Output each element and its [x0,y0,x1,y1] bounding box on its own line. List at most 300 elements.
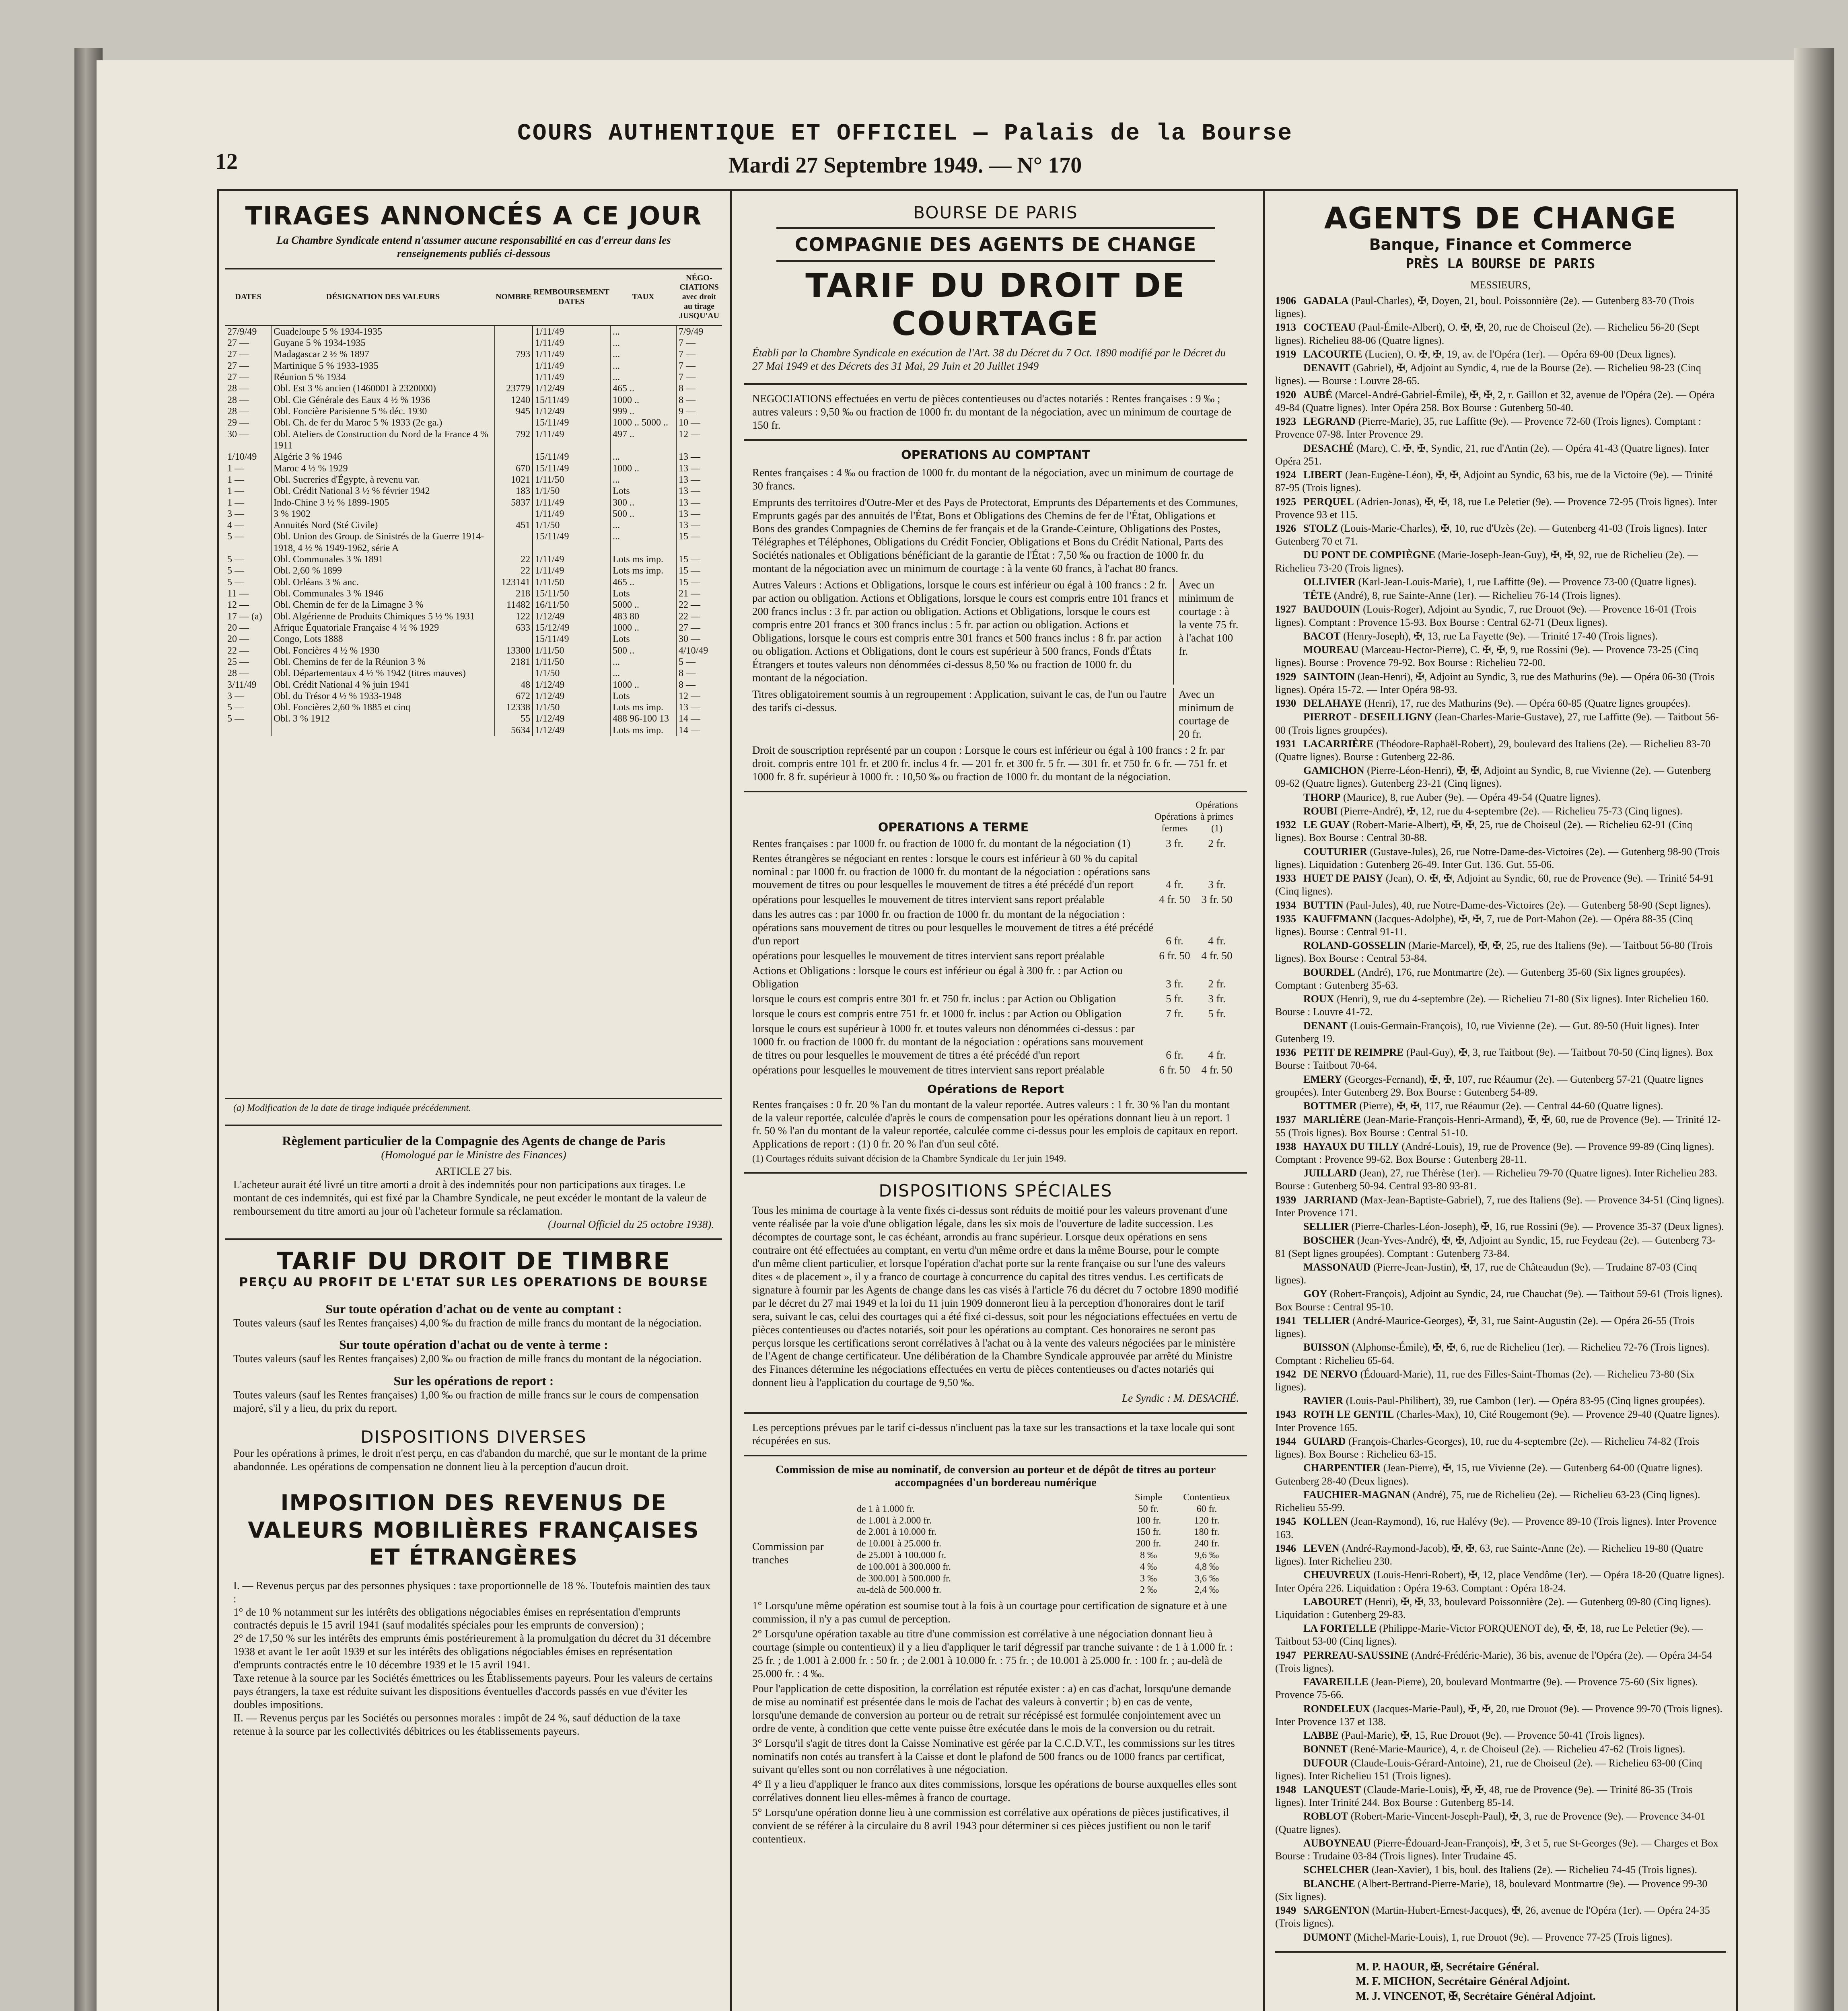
agent-year: 1929 [1275,670,1296,683]
agent-entry [1275,697,1726,710]
agent-year: 1933 [1275,872,1296,884]
imposition-p4: Taxe retenue à la source par les Sociétés émettrices ou les Établissements payeurs. Pour les valeurs de certains pays étrangers, la taxe est réduite suivant les dispositions éventuelles d'accords passés en vue d'éviter les doubles impositions. [233,1672,713,1711]
agent-name: BUISSON [1303,1341,1350,1353]
agent-details: (Paul-Charles), ✠, Doyen, 21, boul. Poissonnière (2e). — Gutenberg 83-70 (Trois lignes). [1275,295,1694,320]
agents-subtitle: Banque, Finance et Commerce [1369,236,1632,253]
agent-entry [1275,1596,1726,1621]
terme-row-primes: 2 fr. [1208,837,1226,849]
divider [225,1238,722,1240]
row-taux: ... [610,474,676,485]
row-date: 20 — [227,634,249,645]
imposition-p2: 1° de 10 % notamment sur les intérêts des obligations négociables émises en représentation d'emprunts contractés depuis le 15 avril 1941 (sauf modalités spéciales pour les emprunts de conversion) ; [233,1606,681,1631]
table-row [225,633,722,645]
comptant-minimum-2: Avec un minimum de courtage de 20 fr. [1173,688,1239,741]
agent-name: GADALA [1303,295,1349,306]
agent-name: STOLZ [1303,522,1338,534]
row-date: 11 — [227,588,249,599]
commission-row [857,1503,1239,1515]
agent-entry [1275,1703,1726,1728]
agent-entry [1275,1743,1726,1756]
row-designation: Afrique Équatoriale Française 4 ½ % 1929 [271,622,495,633]
commission-rows [857,1503,1239,1596]
row-designation: 3 % 1902 [271,508,495,520]
agent-entry [1275,791,1726,804]
table-row [225,383,722,394]
row-remb-date: 1/11/50 [533,577,610,588]
agent-name: KAUFFMANN [1303,913,1372,925]
agent-details: (Jean-Marie-François-Henri-Armand), ✠, ✠, 60, rue de Provence (9e). — Trinité 12-55 (Trois lignes). Box Bourse : Central 51-10. [1275,1114,1721,1139]
commission-range: de 10.001 à 25.000 fr. [857,1538,941,1549]
agents-title: AGENTS DE CHANGE [1324,201,1677,236]
agent-entry [1275,1100,1726,1112]
agent-entry [1275,1757,1726,1783]
agent-name: LANQUEST [1303,1784,1361,1796]
row-negociation: 8 — [676,668,722,679]
terme-col-primes: Opérations à primes (1) [1196,800,1238,834]
agent-details: (Pierre-Charles-Léon-Joseph), ✠, 16, rue Rossini (9e). — Provence 35-37 (Deux lignes). [1351,1221,1724,1233]
agent-name: SELLIER [1303,1221,1349,1233]
agent-details: (Jean-Xavier), 1 bis, boul. des Italiens (2e). — Richelieu 74-45 (Trois lignes). [1371,1864,1697,1876]
officer-line: M. F. MICHON, Secrétaire Général Adjoint. [1356,1975,1570,1988]
row-date: 3 — [227,691,244,701]
terme-rows [744,835,1247,1077]
row-nombre: 22 [495,565,533,576]
row-designation: Obl. Chemins de fer de la Réunion 3 % [271,656,495,668]
agent-year: 1936 [1275,1047,1296,1059]
row-nombre: 22 [495,554,533,565]
agent-name: JARRIAND [1303,1194,1358,1206]
reglement-article: ARTICLE 27 bis. [435,1165,512,1177]
agent-entry [1275,818,1726,844]
agent-details: (Marcel-André-Gabriel-Émile), ✠, ✠, 2, r. Gaillon et 32, avenue de l'Opéra (2e). — Opéra 49-84 (Quatre lignes). Inter Opéra 258. Box Bourse : Gutenberg 50-40. [1275,389,1715,413]
row-nombre: 11482 [495,599,533,611]
commission-col-simple: Simple [1134,1492,1162,1503]
agent-entry [1275,1542,1726,1568]
row-nombre: 13300 [495,645,533,656]
agent-name: DUFOUR [1303,1757,1348,1769]
terme-row-fermes: 7 fr. [1166,1007,1183,1020]
commission-text-4: 3° Lorsqu'il s'agit de titres dont la Caisse Nominative est gérée par la C.C.D.V.T., les commissions sur les titres nominatifs non cotés au transfert à la Caisse et dont le plafond de 500 francs ou de 1000 francs par certificat, suivant qu'elles sont ou non corrélatives à une négociation. [752,1737,1235,1776]
agent-entry [1275,1140,1726,1166]
row-nombre: 672 [495,691,533,702]
row-taux: ... [610,668,676,679]
row-date: 28 — [227,395,249,405]
agent-name: ROTH LE GENTIL [1303,1409,1394,1421]
row-designation: Obl. Ch. de fer du Maroc 5 % 1933 (2e ga.) [271,417,495,428]
table-row [225,406,722,417]
commission-range: de 2.001 à 10.000 fr. [857,1527,936,1538]
row-nombre: 122 [495,611,533,622]
row-designation: Obl. Crédit National 3 ½ % février 1942 [271,485,495,497]
row-nombre: 670 [495,463,533,474]
row-negociation: 13 — [676,474,722,485]
table-row [225,474,722,485]
agent-name: PIERROT - DESEILLIGNY [1303,711,1432,723]
row-designation: Obl. du Trésor 4 ½ % 1933-1948 [271,691,495,702]
agent-details: (Philippe-Marie-Victor FORQUENOT de), ✠, ✠, 18, rue Le Peletier (9e). — Taitbout 53-00 (Cinq lignes). [1275,1622,1703,1647]
agent-year: 1932 [1275,819,1296,831]
row-date: 28 — [227,668,249,679]
agent-name: CHEUVREUX [1303,1569,1371,1581]
row-taux: Lots ms imp. [610,725,676,736]
agent-details: (Henry-Joseph), ✠, 13, rue La Fayette (9e). — Trinité 17-40 (Trois lignes). [1343,630,1658,642]
row-negociation: 8 — [676,679,722,691]
row-taux: 500 .. [610,645,676,656]
row-date: 27 — [227,338,249,349]
row-nombre: 183 [495,485,533,497]
comptant-regroupement: Titres obligatoirement soumis à un regroupement : Application, suivant le cas, de l'un ou l'autre des tarifs ci-dessus. [752,688,1167,714]
row-taux: 483 80 [610,611,676,622]
row-remb-date: 1/11/49 [533,554,610,565]
col-header-remb-dates [533,269,610,325]
row-nombre [495,668,533,679]
agent-entry [1275,522,1726,548]
agent-entry [1275,1261,1726,1287]
row-negociation: 27 — [676,622,722,633]
row-negociation: 8 — [676,383,722,394]
row-designation: Annuités Nord (Sté Civile) [271,520,495,531]
table-row [225,395,722,406]
table-row [225,372,722,383]
timbre-s2-head: Sur toute opération d'achat ou de vente à terme : [339,1337,608,1352]
row-remb-date: 16/11/50 [533,599,610,611]
agent-entry [1275,966,1726,992]
agent-name: AUBÉ [1303,389,1333,401]
agent-details: (Jean-Charles-Marie-Gustave), 27, rue Laffitte (9e). — Taitbout 56-00 (Trois lignes groupées). [1275,711,1719,736]
agent-details: (Pierre-Léon-Henri), ✠, ✠, Adjoint au Syndic, 8, rue Vivienne (2e). — Gutenberg 09-62 (Quatre lignes). Gutenberg 23-21 (Cinq lignes). [1275,765,1711,790]
row-date: 5 — [227,714,244,724]
row-taux: 465 .. [610,383,676,394]
comptant-title: OPERATIONS AU COMPTANT [901,448,1090,462]
terme-row [752,852,1239,892]
agent-details: (Marie-Marcel), ✠, ✠, 25, rue des Italiens (9e). — Taitbout 56-80 (Trois lignes). Box Bourse : Central 53-84. [1275,940,1713,964]
commission-label: Commission par tranches [752,1540,824,1566]
comptant-emprunts: Emprunts des territoires d'Outre-Mer et des Pays de Protectorat, Emprunts des Départements et des Communes, Emprunts gagés par des annuités de l'État, Bons et Obligations des Chemins de fer de l'État, Obligations et Bons des grandes Compagnies de Chemins de fer français et de la Grande-Ceinture, Obligations des Postes, Télégraphes et Téléphones, Obligations du Crédit Foncier, Obligations et Bons du Crédit National, Parts des Sociétés nationales et Obligations bénéficiant de la garantie de l'État : 7,50 ‰ ou fraction de 1000 fr. du montant de la négociation avec un minimum de courtage : à la vente 60 francs, à l'achat 80 francs. [752,496,1238,575]
row-remb-date: 1/12/49 [533,679,610,691]
row-nombre [495,633,533,645]
comptant-rentes: Rentes françaises : 4 ‰ ou fraction de 1000 fr. du montant de la négociation, avec un minimum de courtage de 30 francs. [752,466,1234,492]
agent-name: GAMICHON [1303,765,1364,777]
row-remb-date: 15/11/49 [533,531,610,554]
row-nombre [495,508,533,520]
reglement-text: L'acheteur aurait été livré un titre amorti a droit à des indemnités pour non participations aux tirages. Le montant de ces indemnités, qui est fixé par la Chambre Syndicale, ne peut excéder le montant de la valeur de remboursement du titre amorti au jour où l'acheteur formule sa réclamation. [233,1178,707,1217]
commission-contentieux: 60 fr. [1196,1503,1217,1514]
agent-name: CHARPENTIER [1303,1462,1381,1474]
col-header-remb-taux: TAUX [610,269,676,325]
row-taux: 1000 .. [610,679,676,691]
row-date: 3 — [227,508,244,519]
row-remb-date: 1/11/50 [533,656,610,668]
agent-entry [1275,939,1726,965]
agent-details: (Marie-Joseph-Jean-Guy), ✠, ✠, 92, rue de Richelieu (2e). — Richelieu 73-20 (Trois lignes). [1275,549,1698,574]
timbre-dispositions-text: Pour les opérations à primes, le droit n'est perçu, en cas d'abandon du marché, que sur le montant de la prime abandonnée. Les opérations de compensation ne donnent lieu à la perception d'aucun droit. [233,1447,707,1473]
commission-row [857,1515,1239,1527]
agent-name: LEGRAND [1303,415,1356,428]
terme-row-primes: 5 fr. [1208,1007,1226,1020]
row-remb-date: 15/11/50 [533,588,610,599]
row-taux: Lots ms imp. [610,702,676,713]
row-taux: Lots [610,588,676,599]
row-date: 5 — [227,577,244,588]
row-negociation: 13 — [676,463,722,474]
agent-entry [1275,1783,1726,1809]
divider [744,439,1247,441]
comptant-autres-valeurs: Autres Valeurs : Actions et Obligations, lorsque le cours est inférieur ou égal à 100 francs : 2 fr. par action ou obligation. Actions et Obligations, lorsque le cours est compris entre 101 francs et 200 francs inclus : 3 fr. par action ou obligation. Actions et Obligations, lorsque le cours est compris entre 201 francs et 300 francs inclus : 5 fr. par action ou obligation. Actions et Obligations, lorsque le cours est compris entre 301 francs et 500 francs inclus : 8 fr. par action ou obligation. Actions et Obligations, dont le cours est supérieur à 500 francs, Fonds d'États Étrangers et toutes valeurs non dénommées ci-dessus 8,50 ‰ ou fraction de 1000 fr. du montant de la négociation. [752,579,1169,684]
terme-row-fermes: 6 fr. [1166,1049,1183,1061]
row-remb-date: 1/12/49 [533,725,610,736]
agent-details: (Jacques-Adolphe), ✠, ✠, 7, rue de Port-Mahon (2e). — Opéra 88-35 (Cinq lignes). Bourse : Central 91-11. [1275,913,1693,938]
tirages-title: TIRAGES ANNONCÉS A CE JOUR [245,201,702,230]
agent-entry [1275,764,1726,790]
row-designation: Obl. Chemin de fer de la Limagne 3 % [271,599,495,611]
commission-row [857,1584,1239,1596]
row-nombre: 1240 [495,395,533,406]
terme-row-fermes: 4 fr. [1166,878,1183,891]
commission-contentieux: 120 fr. [1194,1515,1220,1526]
tirages-body [225,325,722,736]
agent-name: COCTEAU [1303,321,1356,333]
agent-entry [1275,872,1726,898]
table-row [225,702,722,713]
agent-year: 1948 [1275,1784,1296,1796]
agent-details: (Gustave-Jules), 26, rue Notre-Dame-des-Victoires (2e). — Gutenberg 98-90 (Trois lignes). Liquidation : Gutenberg 26-49. Inter Gut. 136. Gut. 55-06. [1275,845,1720,870]
row-nombre [495,360,533,372]
terme-row-text: lorsque le cours est supérieur à 1000 fr. et toutes valeurs non dénommées ci-dessus : par 1000 fr. ou fraction de 1000 fr. du montant de la négociation : opérations sans mouvement de titres ou pour lesquelles le mouvement de titres a été précédé d'un report [752,1022,1144,1061]
agent-details: (André), 176, rue Montmartre (2e). — Gutenberg 35-60 (Six lignes groupées). Comptant : Gutenberg 35-63. [1275,966,1686,991]
terme-row-text: opérations pour lesquelles le mouvement de titres intervient sans report préalable [752,1063,1105,1076]
agent-name: ROBLOT [1303,1810,1348,1822]
agent-name: BUTTIN [1303,899,1344,911]
table-row [225,554,722,565]
timbre-s3-text: Toutes valeurs (sauf les Rentes françaises) 1,00 ‰ ou fraction de mille francs sur le cours de compensation majoré, s'il y a lieu, du prix du report. [233,1389,699,1415]
agent-name: THORP [1303,791,1341,803]
agent-name: SAINTOIN [1303,670,1355,683]
agent-entry [1275,1569,1726,1594]
agent-details: (Pierre-André), ✠, 12, rue du 4-septembre (2e). — Richelieu 75-73 (Cinq lignes). [1340,805,1683,817]
terme-row-primes: 2 fr. [1208,978,1226,990]
row-taux: ... [610,360,676,372]
row-taux: 5000 .. [610,599,676,611]
row-remb-date: 1/11/50 [533,645,610,656]
agent-name: BOURDEL [1303,966,1355,978]
terme-row-primes: 4 fr. [1208,935,1226,947]
row-negociation: 15 — [676,554,722,565]
terme-col-fermes: Opérations fermes [1154,812,1197,834]
agent-entry [1275,362,1726,387]
row-remb-date: 1/1/50 [533,485,610,497]
agent-year: 1931 [1275,738,1296,750]
table-row [225,417,722,428]
row-date: 30 — [227,429,249,440]
agent-name: LACOURTE [1303,348,1362,360]
commission-simple: 50 fr. [1138,1503,1159,1514]
row-date: 5 — [227,554,244,565]
timbre-subtitle: PERÇU AU PROFIT DE L'ETAT SUR LES OPERATIONS DE BOURSE [239,1275,708,1289]
divider [225,1125,722,1126]
row-date: 1 — [227,486,244,497]
agent-entry [1275,469,1726,494]
row-designation: Obl. Ateliers de Construction du Nord de la France 4 % 1911 [271,429,495,452]
column-divider [730,189,732,2011]
row-nombre [495,531,533,554]
agent-entry [1275,1863,1726,1876]
row-negociation: 14 — [676,713,722,724]
terme-row [752,1022,1239,1062]
row-designation: Obl. Algérienne de Produits Chimiques 5 ½ % 1931 [271,611,495,622]
row-nombre: 5634 [495,725,533,736]
agent-year: 1941 [1275,1314,1296,1326]
commission-row [857,1538,1239,1550]
row-taux: Lots [610,691,676,702]
agent-name: FAUCHIER-MAGNAN [1303,1489,1410,1501]
terme-row [752,1063,1239,1077]
agent-details: (Claude-Marie-Louis), ✠, ✠, 48, rue de Provence (9e). — Trinité 86-35 (Trois lignes). Inter Trinité 244. Box Bourse : Gutenberg 85-14. [1275,1784,1693,1809]
terme-row-fermes: 3 fr. [1166,837,1183,849]
terme-row-primes: 4 fr. 50 [1201,1063,1233,1076]
agent-entry [1275,1220,1726,1233]
divider [776,227,1215,229]
agent-year: 1939 [1275,1194,1296,1206]
row-negociation: 12 — [676,429,722,452]
agent-year: 1947 [1275,1649,1296,1661]
table-row [225,668,722,679]
agent-name: FAVAREILLE [1303,1676,1369,1688]
agent-year: 1946 [1275,1542,1296,1554]
agent-entry [1275,1877,1726,1903]
agent-details: (Pierre-Marie), 35, rue Laffitte (9e). — Provence 72-60 (Trois lignes). Comptant : Provence 07-98. Inter Provence 29. [1275,415,1702,440]
terme-row [752,964,1239,991]
terme-row-fermes: 3 fr. [1166,978,1183,990]
table-row [225,645,722,656]
table-row [225,520,722,531]
agent-name: DENANT [1303,1020,1348,1032]
agent-year: 1906 [1275,295,1296,306]
row-date: 5 — [227,565,244,576]
col-header-remboursement: REMBOURSEMENT [533,288,609,297]
row-negociation: 13 — [676,497,722,508]
agent-entry [1275,1046,1726,1072]
commission-contentieux: 9,6 ‰ [1195,1550,1219,1561]
col-header-designation: DÉSIGNATION DES VALEURS [271,269,495,325]
agent-details: (Paul-Marie), ✠, 15, Rue Drouot (9e). — Provence 50-41 (Trois lignes). [1341,1729,1645,1742]
terme-row-text: opérations pour lesquelles le mouvement de titres intervient sans report préalable [752,893,1105,906]
reglement-title: Règlement particulier de la Compagnie des Agents de change de Paris [282,1133,665,1148]
agent-entry [1275,1314,1726,1340]
row-date: 1 — [227,497,244,508]
terme-row-text: lorsque le cours est compris entre 751 fr. et 1000 fr. inclus : par Action ou Obligation [752,1007,1122,1020]
agent-details: (Édouard-Marie), 11, rue des Filles-Saint-Thomas (2e). — Richelieu 73-80 (Six lignes). [1275,1368,1695,1393]
row-negociation: 10 — [676,417,722,428]
row-remb-date: 1/11/49 [533,337,610,349]
row-taux: Lots ms imp. [610,554,676,565]
row-designation: Indo-Chine 3 ½ % 1899-1905 [271,497,495,508]
masthead [362,121,1448,178]
agent-details: (Charles-Max), 10, Cité Rougemont (9e). — Provence 29-40 (Quatre lignes). Inter Provence 165. [1275,1409,1720,1433]
row-date: 20 — [227,622,249,633]
row-negociation: 13 — [676,520,722,531]
timbre-s2-text: Toutes valeurs (sauf les Rentes françaises) 2,00 ‰ ou fraction de mille francs du montant de la négociation. [233,1353,702,1365]
row-remb-date: 15/11/49 [533,417,610,428]
commission-row [857,1526,1239,1538]
timbre-title: TARIF DU DROIT DE TIMBRE [276,1247,671,1275]
commission-range: de 300.001 à 500.000 fr. [857,1573,951,1584]
agent-entry [1275,1194,1726,1219]
row-nombre: 123141 [495,577,533,588]
row-remb-date: 1/1/50 [533,702,610,713]
row-taux: ... [610,520,676,531]
row-nombre: 218 [495,588,533,599]
table-row [225,622,722,633]
agent-name: RAVIER [1303,1395,1344,1407]
agent-details: (André-Raymond-Jacob), ✠, ✠, 63, rue Sainte-Anne (2e). — Richelieu 19-80 (Quatre lignes). Inter Richelieu 230. [1275,1542,1703,1567]
binding-gutter-shadow [1794,48,1834,2011]
row-designation: Obl. Cie Générale des Eaux 4 ½ % 1936 [271,395,495,406]
agent-name: GUIARD [1303,1435,1346,1447]
terme-row [752,1007,1239,1020]
terme-row [752,893,1239,906]
table-row [225,599,722,611]
row-nombre: 23779 [495,383,533,394]
tirages-table [225,268,722,736]
terme-row-text: Rentes étrangères se négociant en rentes : lorsque le cours est inférieur à 60 % du capital nominal : par 1000 fr. ou fraction de 1000 fr. du montant de la négociation : opérations sans mouvement de titres ou pour lesquelles le mouvement de titres a été précédé d'un report [752,852,1150,891]
row-designation: Martinique 5 % 1933-1935 [271,360,495,372]
row-taux: 1000 .. [610,622,676,633]
row-date: 28 — [227,383,249,394]
reglement-ref: (Journal Officiel du 25 octobre 1938). [548,1218,714,1230]
row-designation: Obl. Départementaux 4 ½ % 1942 (titres mauves) [271,668,495,679]
row-date: 17 — (a) [227,611,262,622]
agent-entry [1275,1073,1726,1099]
agent-details: (Jean-Eugène-Léon), ✠, ✠, Adjoint au Syndic, 63 bis, rue de la Victoire (9e). — Trinité 87-95 (Trois lignes). [1275,469,1713,494]
reglement-subtitle: (Homologué par le Ministre des Finances) [381,1148,566,1161]
agent-entry [1275,1837,1726,1863]
commission-contentieux: 4,8 ‰ [1195,1561,1219,1572]
row-designation: Obl. Union des Group. de Sinistrés de la Guerre 1914-1918, 4 ½ % 1949-1962, série A [271,531,495,554]
row-date: 27 — [227,372,249,383]
table-row [225,497,722,508]
agent-name: AUBOYNEAU [1303,1837,1371,1849]
row-taux: Lots [610,633,676,645]
agent-details: (Adrien-Jonas), ✠, ✠, 18, rue Le Peletier (9e). — Provence 72-95 (Trois lignes). Inter Provence 93 et 115. [1275,496,1717,520]
agent-entry [1275,1931,1726,1944]
agent-entry [1275,321,1726,347]
agent-entry [1275,1113,1726,1139]
courtage-kicker: BOURSE DE PARIS [913,203,1078,222]
row-designation: Maroc 4 ½ % 1929 [271,463,495,474]
report-note: (1) Courtages réduits suivant décision de la Chambre Syndicale du 1er juin 1949. [752,1154,1066,1164]
row-negociation: 13 — [676,485,722,497]
row-date: 28 — [227,406,249,417]
row-nombre: 633 [495,622,533,633]
agent-name: MOUREAU [1303,644,1359,656]
row-designation: Obl. Foncière Parisienne 5 % déc. 1930 [271,406,495,417]
row-remb-date: 1/1/50 [533,520,610,531]
table-row [225,508,722,520]
agent-entry [1275,670,1726,696]
commission-text-6: 5° Lorsqu'une opération donne lieu à une commission est corrélative aux opérations de pièces justificatives, il convient de se référer à la circulaire du 8 avril 1943 pour déterminer si ces pièces justifient ou non le tarif contentieux. [752,1806,1229,1845]
divider [744,791,1247,792]
row-designation: Obl. Foncières 4 ½ % 1930 [271,645,495,656]
agent-entry [1275,845,1726,871]
table-row [225,588,722,599]
agent-entry [1275,496,1726,521]
courtage-intro: Établi par la Chambre Syndicale en exécution de l'Art. 38 du Décret du 7 Oct. 1890 modifié par le Décret du 27 Mai 1949 et des Décrets des 31 Mai, 29 Juin et 20 Juillet 1949 [752,347,1226,372]
commission-text-2: 2° Lorsqu'une opération taxable au titre d'une commission est corrélative à une négociation donnant lieu à courtage (simple ou contentieux) il y a lieu d'appliquer le tarif dégressif par tranche suivante : de 1 à 1.000 fr. : 25 fr. ; de 1.001 à 2.000 fr. : 50 fr. ; de 2.001 à 10.000 fr. : 75 fr. ; de 10.001 à 25.000 fr. : 100 fr. ; au-delà de 25.000 fr. : 4 ‰. [752,1628,1233,1680]
agent-year: 1924 [1275,469,1296,481]
row-negociation: 7/9/49 [676,325,722,337]
agent-year: 1925 [1275,496,1296,508]
row-designation: Guyane 5 % 1934-1935 [271,337,495,349]
